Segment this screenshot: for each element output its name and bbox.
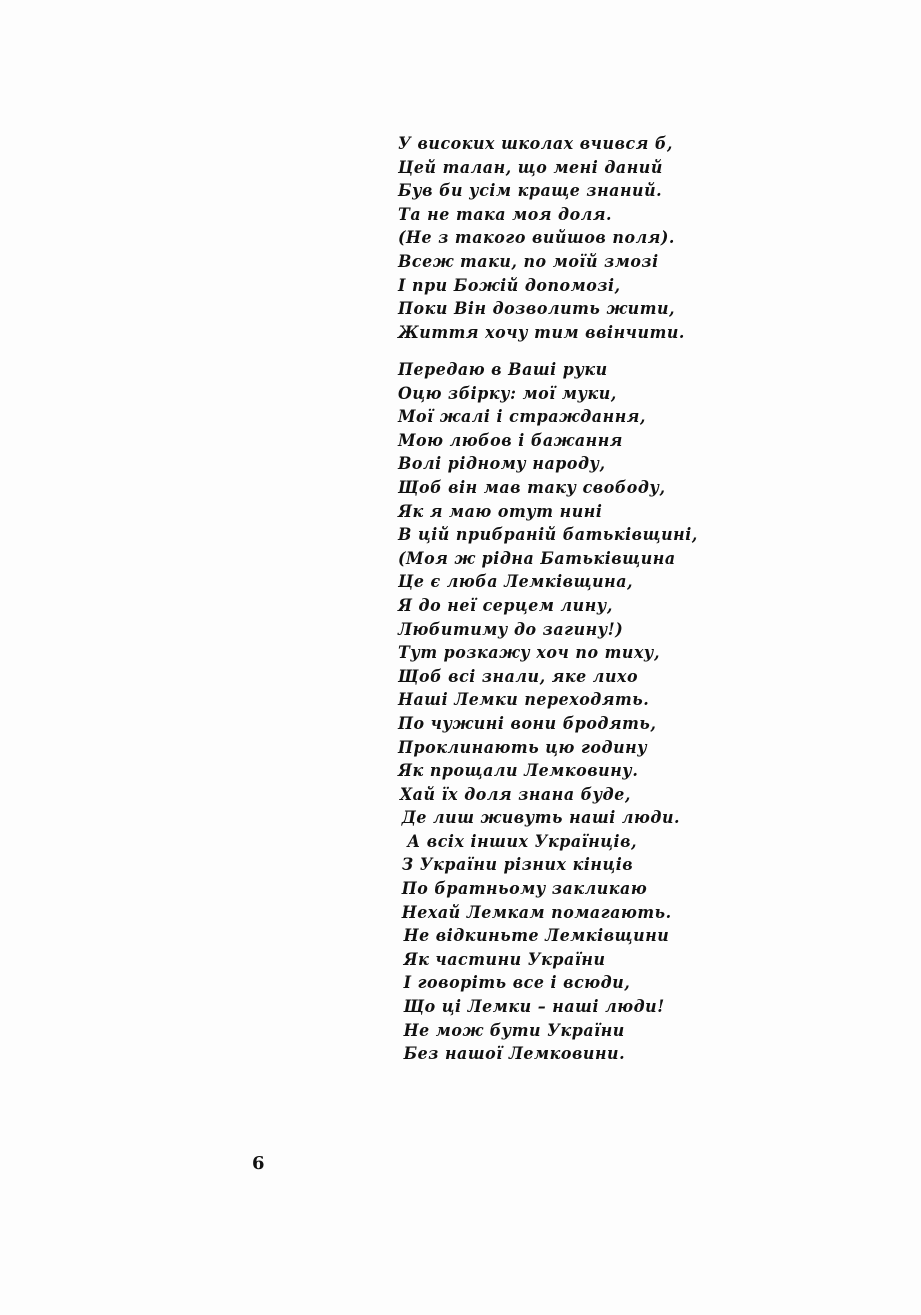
poem-line: Цей талан, що мені даний (398, 157, 663, 178)
poem-line: (Не з такого вийшов поля). (398, 228, 675, 249)
poem-line: В цій прибраній батьківщині, (398, 525, 698, 546)
poem-line: Не мож бути України (403, 1020, 625, 1041)
poem-line: Всеж таки, по моїй змозі (398, 251, 659, 272)
poem-line: Щоб всі знали, яке лихо (398, 666, 639, 687)
poem-line: Проклинають цю годину (398, 737, 648, 758)
poem-line: Без нашої Лемковини. (403, 1044, 626, 1065)
poem-line: (Моя ж рідна Батьківщина (398, 548, 676, 569)
poem-line: Волі рідному народу, (398, 454, 606, 475)
poem-line: Наші Лемки переходять. (398, 690, 650, 711)
poem-line: Нехай Лемкам помагають. (401, 902, 672, 923)
poem-line: А всіх інших Українців, (407, 831, 638, 852)
page-number: 6 (252, 1153, 265, 1174)
poem-line: Мої жалі і страждання, (398, 407, 646, 428)
poem-line: З України різних кінців (401, 855, 634, 876)
poem-line: По чужині вони бродять, (398, 713, 657, 734)
poem-line: Оцю збірку: мої муки, (398, 383, 617, 404)
poem-line: Це є люба Лемківщина, (398, 572, 634, 593)
poem-line: Хай їх доля знана буде, (399, 784, 631, 805)
poem-line: Передаю в Ваші руки (398, 360, 608, 380)
poem-line: Де лиш живуть наші люди. (401, 808, 681, 829)
poem-line: І говоріть все і всюди, (403, 973, 631, 994)
poem-line: Та не така моя доля. (398, 204, 613, 225)
poem-stanza-2 (398, 359, 698, 1067)
poem-line: По братньому закликаю (401, 879, 648, 900)
poem-line: Тут розкажу хоч по тиху, (398, 643, 661, 664)
poem-line: Життя хочу тим ввінчити. (398, 322, 685, 343)
poem-line: Любитиму до загину!) (398, 619, 624, 640)
poem-line: І при Божій допомозі, (398, 275, 621, 296)
poem-line: Як частини України (403, 949, 606, 970)
poem-line: Не відкиньте Лемківщини (403, 926, 670, 947)
poem-line: Щоб він мав таку свободу, (398, 477, 666, 498)
poem-line: Поки Він дозволить жити, (398, 299, 676, 320)
poem-line: Я до неї серцем лину, (398, 595, 613, 616)
poem-line: У високих школах вчився б, (398, 134, 673, 154)
poem-line: Мою любов і бажання (398, 430, 623, 451)
poem-line: Як я маю отут нині (398, 501, 603, 522)
poem-stanza-1 (398, 133, 698, 345)
poem-line: Що ці Лемки – наші люди! (403, 997, 665, 1018)
poem-line: Був би усім краще знаний. (398, 181, 663, 202)
poem-line: Як прощали Лемковину. (398, 761, 639, 782)
